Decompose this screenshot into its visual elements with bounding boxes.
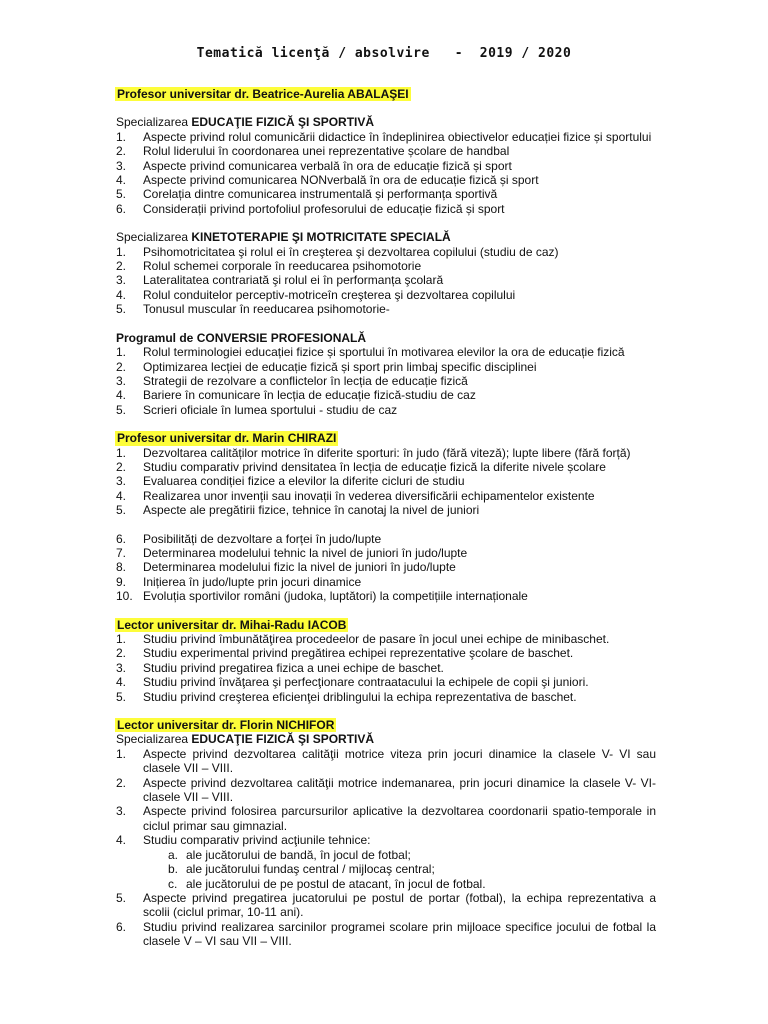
topic-list-chirazi-b [116, 532, 656, 604]
list-item: 7. Determinarea modelului tehnic la nivel de juniori în judo/lupte [116, 545, 468, 560]
document-title: Tematică licenţă / absolvire - 2019 / 2020 [196, 46, 572, 61]
list-item: 1. Rolul terminologiei educației fizice și sportului în motivarea elevilor la ora de educație fizică [116, 345, 625, 360]
list-item: 5. Studiu privind creşterea eficienţei driblingului la echipa reprezentativa de baschet. [116, 689, 577, 704]
sub-list-actiuni-tehnice [116, 848, 656, 891]
list-item: 1. Psihomotricitatea şi rolul ei în creşterea şi dezvoltarea copilului (studiu de caz) [116, 244, 559, 259]
list-item: 5. Aspecte ale pregătirii fizice, tehnice în canotaj la nivel de juniori [116, 503, 480, 518]
list-item: 1. Aspecte privind dezvoltarea calităţii motrice viteza prin jocuri dinamice la clasele V- VI sau clasele VII – VIII. [116, 746, 656, 776]
list-item: 3. Evaluarea condiției fizice a elevilor la diferite cicluri de studiu [116, 474, 465, 489]
topic-list-abalasei-efs [116, 130, 656, 216]
list-item: 3. Aspecte privind comunicarea verbală în ora de educație fizică și sport [116, 158, 512, 173]
list-item: 3. Strategii de rezolvare a conflictelor în lecția de educație fizică [116, 373, 468, 388]
sub-list-item: b. ale jucătorului fundaş central / mijlocaş central; [168, 862, 435, 877]
topic-list-abalasei-kmp [116, 245, 656, 317]
list-item: 1. Dezvoltarea calităților motrice în diferite sporturi: în judo (fără viteză); lupte libere (fără forță) [116, 445, 631, 460]
list-item: 8. Determinarea modelului fizic la nivel de juniori în judo/lupte [116, 560, 456, 575]
list-item: 10. Evoluția sportivilor români (judoka, luptători) la competițiile internaționale [116, 589, 528, 604]
program-heading-conversie: Programul de CONVERSIE PROFESIONALĂ [116, 330, 367, 345]
professor-heading-nichifor: Lector universitar dr. Florin NICHIFOR [117, 718, 335, 733]
list-item: 2. Studiu comparativ privind densitatea în lecția de educație fizică la diferite nivele școlare [116, 459, 606, 474]
list-item: 4. Realizarea unor invenții sau inovații în vederea diversificării echipamentelor existente [116, 488, 595, 503]
topic-list-abalasei-conversie [116, 345, 656, 417]
sub-list-item: a. ale jucătorului de bandă, în jocul de fotbal; [168, 847, 411, 862]
document-body [116, 87, 656, 949]
list-item: 5. Corelația dintre comunicarea instrumentală și performanța sportivă [116, 187, 498, 202]
list-item: 5. Tonusul muscular în reeducarea psihomotorie- [116, 302, 390, 317]
list-item: 3. Aspecte privind folosirea parcursurilor aplicative la dezvoltarea coordonarii spatio-temporale in ciclul primar sau gimnazial. [116, 804, 656, 833]
list-item: 6. Studiu privind realizarea sarcinilor programei scolare prin mijloace specifice jocului de fotbal la clasele V – VI sau VII – VIII. [116, 919, 656, 949]
list-item: 9. Inițierea în judo/lupte prin jocuri dinamice [116, 574, 362, 589]
list-item: 5. Scrieri oficiale în lumea sportului - studiu de caz [116, 402, 398, 417]
list-item: 6. Posibilități de dezvoltare a forței în judo/lupte [116, 531, 382, 546]
list-item: 4. Studiu privind învăţarea şi perfecţionare contraatacului la echipele de copii şi juniori. [116, 675, 589, 690]
specialization-heading-efs: Specializarea EDUCAŢIE FIZICĂ ŞI SPORTIVĂ [116, 115, 375, 130]
professor-heading-iacob: Lector universitar dr. Mihai-Radu IACOB [117, 617, 347, 632]
list-item: 2. Optimizarea lecției de educație fizică și sport prin limbaj specific disciplinei [116, 359, 537, 374]
list-item: 1. Aspecte privind rolul comunicării didactice în îndeplinirea obiectivelor educației fizice și sportului [116, 129, 652, 144]
topic-list-nichifor [116, 747, 656, 949]
list-item: 3. Studiu privind pregatirea fizica a unei echipe de baschet. [116, 660, 444, 675]
professor-heading-chirazi: Profesor universitar dr. Marin CHIRAZI [117, 431, 337, 446]
sub-list-item: c. ale jucătorului de pe postul de atacant, în jocul de fotbal. [168, 876, 486, 891]
list-item: 4. Studiu comparativ privind acţiunile tehnice: a. ale jucătorului de bandă, în jocul de fotbal; b. ale jucătorului fundaş central / mijlocaş central; c. ale jucătorului de pe postul de atacant, în jocul de fotbal. [116, 833, 656, 891]
list-item: 4. Rolul conduitelor perceptiv-motriceîn creşterea şi dezvoltarea copilului [116, 287, 516, 302]
list-item: 2. Studiu experimental privind pregătirea echipei reprezentative şcolare de baschet. [116, 646, 574, 661]
list-item: 4. Bariere în comunicare în lecția de educație fizică-studiu de caz [116, 388, 476, 403]
list-item: 2. Aspecte privind dezvoltarea calităţii motrice indemanarea, prin jocuri dinamice la clasele V- VI- clasele VII – VIII. [116, 775, 656, 805]
list-item: 2. Rolul liderului în coordonarea unei reprezentative școlare de handbal [116, 144, 510, 159]
list-item: 5. Aspecte privind pregatirea jucatorului pe postul de portar (fotbal), la echipa reprezentativa a scolii (ciclul primar, 10-11 ani). [116, 890, 656, 920]
list-item: 2. Rolul schemei corporale în reeducarea psihomotorie [116, 259, 422, 274]
topic-list-iacob [116, 632, 656, 704]
topic-list-chirazi-a [116, 446, 656, 518]
professor-heading-abalasei: Profesor universitar dr. Beatrice-Aurelia ABALAŞEI [117, 87, 409, 101]
specialization-heading-kmp: Specializarea KINETOTERAPIE ŞI MOTRICITATE SPECIALĂ [116, 230, 451, 245]
specialization-heading-nichifor: Specializarea EDUCAŢIE FIZICĂ ŞI SPORTIVĂ [116, 732, 375, 747]
list-item: 3. Lateralitatea contrariată şi rolul ei în performanța şcolară [116, 273, 444, 288]
list-item: 6. Considerații privind portofoliul profesorului de educație fizică și sport [116, 201, 505, 216]
list-item: 4. Aspecte privind comunicarea NONverbală în ora de educație fizică și sport [116, 173, 539, 188]
list-item: 1. Studiu privind îmbunătăţirea procedeelor de pasare în jocul unei echipe de minibaschet. [116, 632, 610, 646]
